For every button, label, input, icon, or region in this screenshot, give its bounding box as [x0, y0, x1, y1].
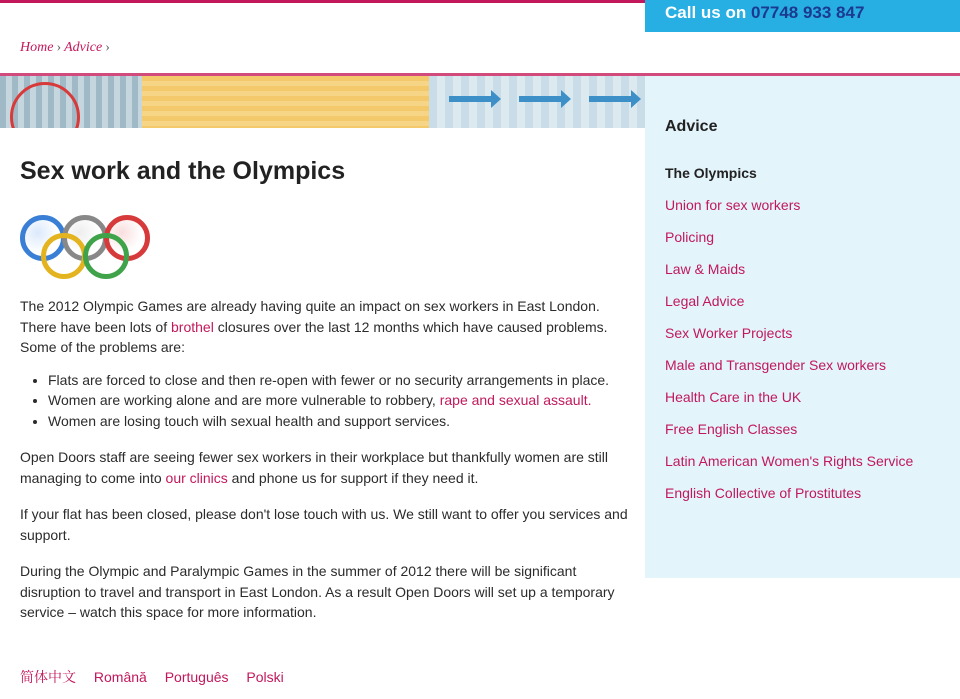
banner-arrow-panel: [429, 76, 645, 128]
arrow-right-icon: [589, 96, 633, 102]
phone-number[interactable]: 07748 933 847: [750, 3, 865, 22]
decorative-banner: [0, 76, 645, 128]
sidebar-item-english-collective: [665, 483, 935, 503]
breadcrumb-advice-link[interactable]: Advice: [64, 40, 103, 55]
breadcrumb-home-link[interactable]: Home: [20, 40, 54, 55]
banner-yellow-panel: [142, 76, 429, 128]
rape-assault-link[interactable]: rape and sexual assault.: [439, 392, 592, 408]
banner-blue-panel: [0, 76, 142, 128]
list-item: [48, 390, 635, 411]
yellow-ring: [41, 233, 87, 279]
sidebar-item-olympics: [665, 163, 935, 183]
olympic-rings-image: [18, 215, 153, 277]
call-us-banner: [645, 0, 960, 32]
banner-circle-graphic: [10, 82, 80, 128]
sidebar-link[interactable]: Latin American Women's Rights Service: [665, 452, 914, 469]
lang-chinese-link[interactable]: 简体中文: [20, 669, 76, 685]
lang-portuguese-link[interactable]: Português: [164, 669, 229, 685]
sidebar-item-english-classes: [665, 419, 935, 439]
breadcrumb-separator: ›: [56, 40, 62, 55]
sidebar-link[interactable]: Health Care in the UK: [665, 388, 802, 405]
sidebar-item-male-transgender: [665, 355, 935, 375]
flat-closed-paragraph: If your flat has been closed, please don't lose touch with us. We still want to offer you services and support.: [20, 506, 628, 543]
page-title: Sex work and the Olympics: [20, 157, 346, 185]
advice-sidebar: [645, 76, 960, 578]
problems-list: [20, 370, 635, 432]
sidebar-item-legal-advice: [665, 291, 935, 311]
sidebar-item-health-care: [665, 387, 935, 407]
top-accent-rule: [0, 0, 645, 3]
our-clinics-link[interactable]: our clinics: [165, 469, 228, 486]
sidebar-link[interactable]: Male and Transgender Sex workers: [665, 356, 886, 373]
call-us-label: Call us on: [665, 3, 747, 22]
arrow-right-icon: [519, 96, 563, 102]
intro-text: The 2012 Olympic Games are already having quite an impact on sex workers in East London. There have been lots of: [20, 298, 600, 335]
sidebar-heading: Advice: [665, 118, 718, 135]
intro-text-end: closures over the last 12 months which have caused problems. Some of the problems are:: [20, 318, 608, 355]
sidebar-link[interactable]: Free English Classes: [665, 420, 798, 437]
sidebar-link[interactable]: Union for sex workers: [665, 196, 801, 213]
sidebar-link[interactable]: The Olympics: [665, 165, 757, 181]
sidebar-nav: [665, 163, 935, 515]
brothel-link[interactable]: brothel: [171, 318, 214, 335]
breadcrumb: [20, 40, 113, 56]
breadcrumb-separator: ›: [105, 40, 110, 55]
sidebar-item-law-maids: [665, 259, 935, 279]
arrow-right-icon: [449, 96, 493, 102]
sidebar-link[interactable]: Legal Advice: [665, 292, 745, 309]
list-item: • Flats are forced to close and then re-open with fewer or no security arrangements in place.: [48, 370, 635, 391]
list-item-text: Women are working alone and are more vulnerable to robbery,: [48, 392, 440, 408]
sidebar-item-projects: [665, 323, 935, 343]
sidebar-link[interactable]: Policing: [665, 228, 715, 245]
green-ring: [83, 233, 129, 279]
sidebar-item-policing: [665, 227, 935, 247]
intro-paragraph: [20, 296, 635, 358]
staff-text: Open Doors staff are seeing fewer sex workers in their workplace but thankfully women are still managing to come into: [20, 449, 609, 486]
sidebar-link[interactable]: Sex Worker Projects: [665, 324, 793, 341]
lang-romanian-link[interactable]: Română: [93, 669, 147, 685]
sidebar-link[interactable]: English Collective of Prostitutes: [665, 484, 862, 501]
list-item: • Women are losing touch wilh sexual health and support services.: [48, 411, 635, 432]
sidebar-item-union: [665, 195, 935, 215]
sidebar-link[interactable]: Law & Maids: [665, 260, 746, 277]
lang-polish-link[interactable]: Polski: [246, 669, 284, 685]
language-links: [20, 667, 298, 687]
staff-text-end: and phone us for support if they need it.: [227, 469, 479, 486]
sidebar-item-latin-american: [665, 451, 935, 471]
staff-paragraph: [20, 447, 635, 488]
games-disruption-paragraph: During the Olympic and Paralympic Games in the summer of 2012 there will be significant disruption to travel and transport in East London. As a result Open Doors will set up a temporary service – watch this space for more information.: [20, 563, 615, 620]
article-content: [20, 296, 635, 639]
